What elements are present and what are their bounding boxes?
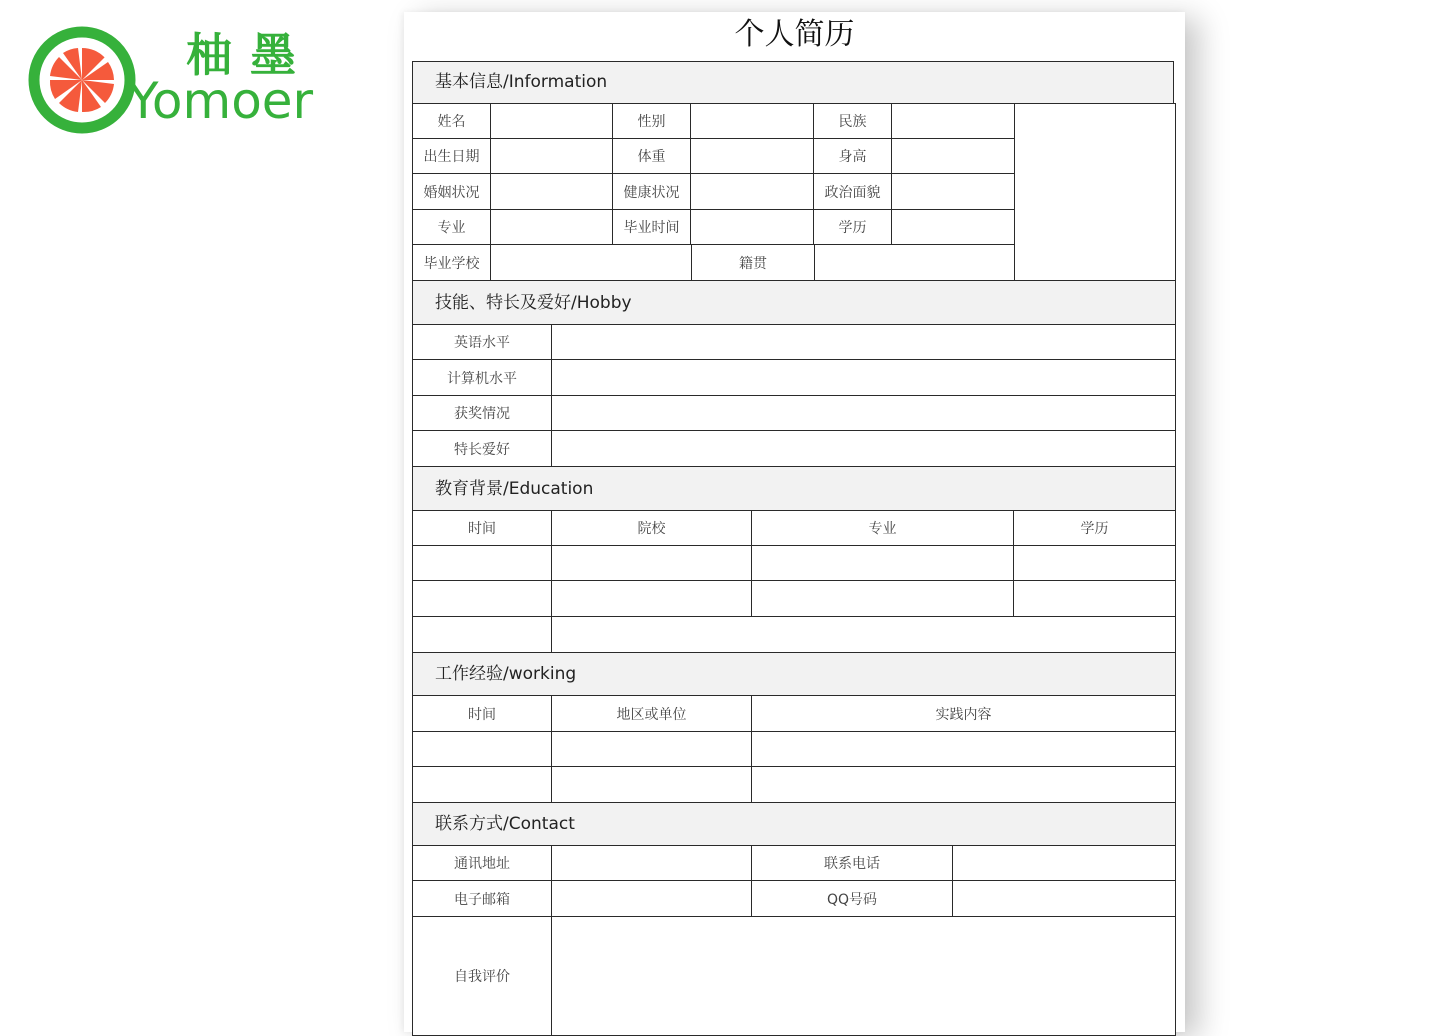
input-qq[interactable] [952,880,1176,917]
work-row1-content[interactable] [751,731,1176,767]
edu-col-major: 专业 [751,510,1014,546]
work-col-organization: 地区或单位 [551,695,752,732]
input-major[interactable] [490,209,613,245]
label-gender: 性别 [612,103,691,139]
input-name[interactable] [490,103,613,139]
label-health: 健康状况 [612,173,691,210]
input-degree[interactable] [891,209,1015,245]
input-height[interactable] [891,138,1015,174]
label-major: 专业 [412,209,491,245]
logo-chinese-text: 柚墨 [186,28,314,82]
input-email[interactable] [551,880,752,917]
edu-row2-school[interactable] [551,580,752,617]
input-hobbies[interactable] [551,430,1176,467]
edu-row3-detail[interactable] [551,616,1176,653]
edu-row1-degree[interactable] [1013,545,1176,581]
edu-col-degree: 学历 [1013,510,1176,546]
input-computer-level[interactable] [551,359,1176,396]
work-row1-time[interactable] [412,731,552,767]
input-ethnicity[interactable] [891,103,1015,139]
label-political-status: 政治面貌 [813,173,892,210]
label-hometown: 籍贯 [691,244,815,281]
photo-box[interactable] [1014,103,1176,281]
work-row2-time[interactable] [412,766,552,803]
section-header-hobby: 技能、特长及爱好/Hobby [412,280,1176,325]
label-email: 电子邮箱 [412,880,552,917]
label-weight: 体重 [612,138,691,174]
edu-row3-time[interactable] [412,616,552,653]
input-hometown[interactable] [814,244,1015,281]
edu-row1-major[interactable] [751,545,1014,581]
logo-english-text: Yomoer [128,72,314,130]
input-self-evaluation[interactable] [551,916,1176,1036]
brand-logo [28,24,328,136]
label-birthdate: 出生日期 [412,138,491,174]
input-marital-status[interactable] [490,173,613,210]
edu-row1-school[interactable] [551,545,752,581]
grapefruit-icon [28,24,140,136]
page-title: 个人简历 [734,17,855,52]
label-marital-status: 婚姻状况 [412,173,491,210]
section-header-contact: 联系方式/Contact [412,802,1176,846]
label-graduation-date: 毕业时间 [612,209,691,245]
input-graduation-date[interactable] [690,209,814,245]
label-computer-level: 计算机水平 [412,359,552,396]
label-school: 毕业学校 [412,244,491,281]
input-phone[interactable] [952,845,1176,881]
input-school[interactable] [490,244,692,281]
edu-row2-time[interactable] [412,580,552,617]
label-english-level: 英语水平 [412,324,552,360]
label-phone: 联系电话 [751,845,953,881]
label-awards: 获奖情况 [412,395,552,431]
input-weight[interactable] [690,138,814,174]
resume-page [404,12,1185,1032]
input-political-status[interactable] [891,173,1015,210]
work-row2-content[interactable] [751,766,1176,803]
edu-row1-time[interactable] [412,545,552,581]
section-header-education: 教育背景/Education [412,466,1176,511]
input-gender[interactable] [690,103,814,139]
label-address: 通讯地址 [412,845,552,881]
input-birthdate[interactable] [490,138,613,174]
label-ethnicity: 民族 [813,103,892,139]
work-row1-organization[interactable] [551,731,752,767]
section-header-basic: 基本信息/Information [412,61,1174,104]
work-row2-organization[interactable] [551,766,752,803]
input-awards[interactable] [551,395,1176,431]
label-self-evaluation: 自我评价 [412,916,552,1036]
edu-row2-degree[interactable] [1013,580,1176,617]
edu-col-time: 时间 [412,510,552,546]
label-height: 身高 [813,138,892,174]
section-header-work: 工作经验/working [412,652,1176,696]
edu-row2-major[interactable] [751,580,1014,617]
label-name: 姓名 [412,103,491,139]
input-health[interactable] [690,173,814,210]
work-col-content: 实践内容 [751,695,1176,732]
work-col-time: 时间 [412,695,552,732]
label-degree: 学历 [813,209,892,245]
label-hobbies: 特长爱好 [412,430,552,467]
label-qq: QQ号码 [751,880,953,917]
edu-col-school: 院校 [551,510,752,546]
input-address[interactable] [551,845,752,881]
input-english-level[interactable] [551,324,1176,360]
